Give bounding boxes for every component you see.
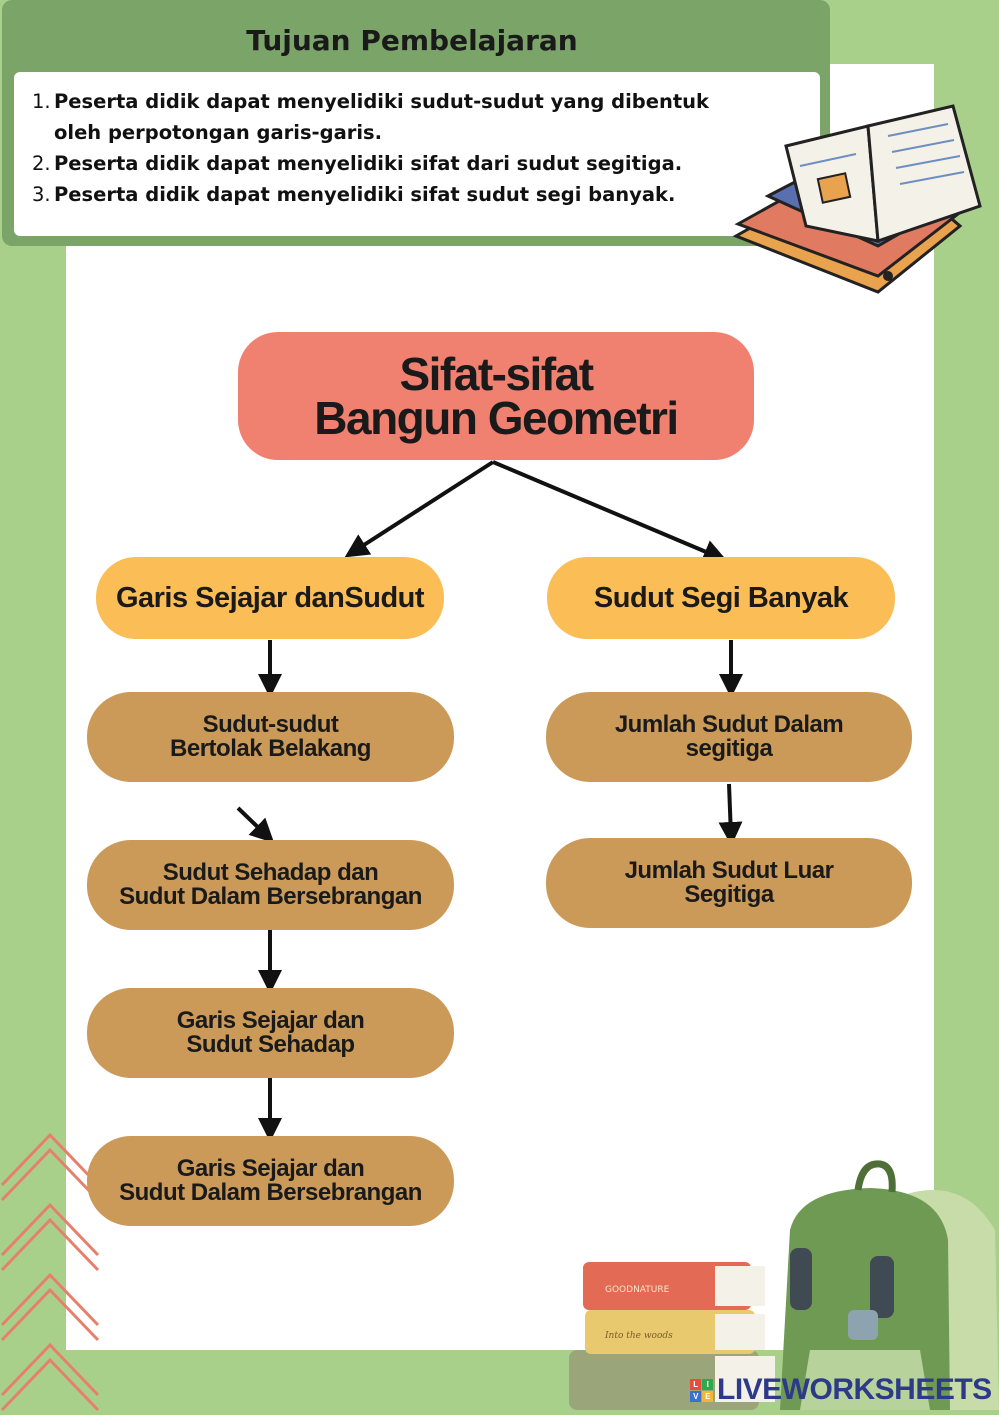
left-leaf-node-1 bbox=[87, 692, 454, 782]
left-leaf-node-4 bbox=[87, 1136, 454, 1226]
logo-mark-icon bbox=[690, 1379, 713, 1402]
left-leaf-label: Garis Sejajar dan Sudut Dalam Bersebrangan bbox=[119, 1155, 422, 1206]
logo-mark-letter: L bbox=[690, 1379, 701, 1390]
left-leaf-label: Sudut-sudut Bertolak Belakang bbox=[170, 711, 371, 762]
right-leaf-label: Jumlah Sudut Luar Segitiga bbox=[624, 857, 834, 908]
left-leaf-node-2 bbox=[87, 840, 454, 930]
arrow-root-left bbox=[353, 462, 493, 552]
logo-mark-letter: I bbox=[702, 1379, 713, 1390]
goal-text: Peserta didik dapat menyelidiki sudut-sudut yang dibentuk oleh perpotongan garis-garis. bbox=[54, 90, 710, 144]
left-leaf-node-3 bbox=[87, 988, 454, 1078]
concept-root-label: Sifat-sifat Bangun Geometri bbox=[314, 348, 678, 444]
goal-text: Peserta didik dapat menyelidiki sifat sudut segi banyak. bbox=[54, 183, 676, 206]
goal-text: Peserta didik dapat menyelidiki sifat dari sudut segitiga. bbox=[54, 152, 683, 175]
left-branch-label: Garis Sejajar danSudut bbox=[115, 581, 425, 614]
right-branch-node bbox=[547, 557, 895, 639]
learning-goals-title: Tujuan Pembelajaran bbox=[246, 24, 578, 57]
logo-text: LIVEWORKSHEETS bbox=[717, 1373, 992, 1406]
right-leaf-node-2 bbox=[546, 838, 912, 928]
right-branch-label: Sudut Segi Banyak bbox=[593, 581, 849, 614]
goal-number: 1. bbox=[32, 90, 51, 113]
book-cover-text: Into the woods bbox=[605, 1331, 673, 1341]
logo-mark-letter: V bbox=[690, 1391, 701, 1402]
goal-number: 2. bbox=[32, 152, 51, 175]
right-leaf-label: Jumlah Sudut Dalam segitiga bbox=[614, 711, 844, 762]
concept-root-node bbox=[238, 332, 754, 460]
arrow-left-2 bbox=[238, 808, 267, 836]
left-branch-node bbox=[96, 557, 444, 639]
arrow-right-2 bbox=[729, 784, 731, 836]
left-leaf-label: Sudut Sehadap dan Sudut Dalam Bersebrangan bbox=[119, 859, 422, 910]
right-leaf-node-1 bbox=[546, 692, 912, 782]
arrow-root-right bbox=[493, 462, 718, 557]
left-leaf-label: Garis Sejajar dan Sudut Sehadap bbox=[176, 1007, 365, 1058]
goal-number: 3. bbox=[32, 183, 51, 206]
logo-mark-letter: E bbox=[702, 1391, 713, 1402]
book-cover-text: GOODNATURE bbox=[605, 1285, 670, 1295]
liveworksheets-logo bbox=[690, 1373, 992, 1407]
